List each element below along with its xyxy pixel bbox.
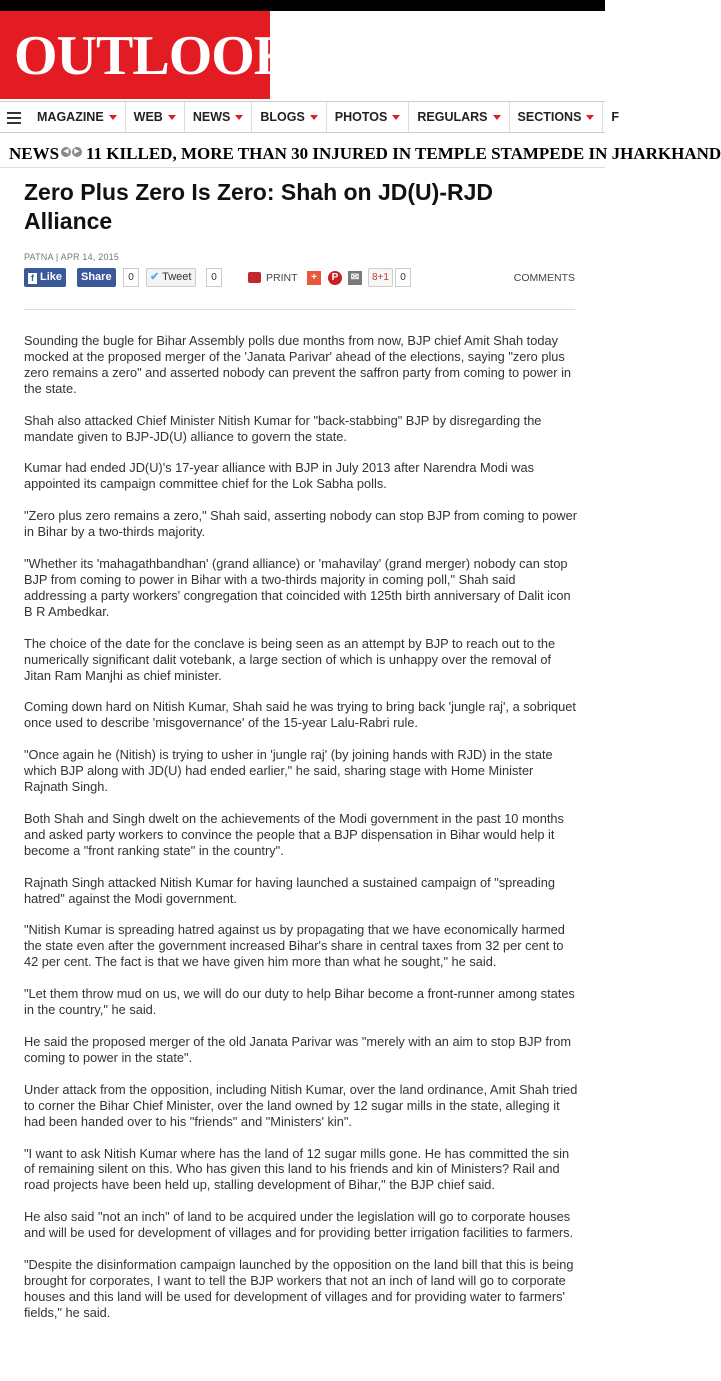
hamburger-icon[interactable] — [7, 112, 21, 127]
nav-item-web[interactable]: WEB — [125, 102, 184, 132]
news-ticker — [0, 137, 721, 168]
nav-item-sections[interactable]: SECTIONS — [509, 102, 603, 132]
article-paragraph: "Whether its 'mahagathbandhan' (grand alliance) or 'mahavilay' (grand merger) nobody can stop BJP from coming to power in Bihar with a two-thirds majority in coming poll," Shah said addressing a party workers' congregation that coincided with 125th birth anniversary of Dalit icon B R Ambedkar. — [24, 556, 571, 619]
twitter-bird-icon: ✔ — [150, 271, 160, 283]
article-title: Zero Plus Zero Is Zero: Shah on JD(U)-RJD Alliance — [24, 179, 493, 234]
chevron-down-icon — [493, 115, 501, 120]
ticker-next-icon[interactable]: ▶ — [72, 147, 82, 157]
top-black-bar — [0, 0, 605, 11]
article-paragraph: Kumar had ended JD(U)'s 17-year alliance with BJP in July 2013 after Narendra Modi was appointed its campaign committee chief for the Lok Sabha polls. — [24, 460, 535, 492]
article-paragraph: Shah also attacked Chief Minister Nitish Kumar for "back-stabbing" BJP by disregarding the mandate given to BJP-JD(U) alliance to govern the state. — [24, 412, 542, 444]
tweet-count: 0 — [206, 268, 222, 287]
article-paragraph: Sounding the bugle for Bihar Assembly polls due months from now, BJP chief Amit Shah today mocked at the proposed merger of the 'Janata Parivar' ahead of the elections, saying "zero plus zero remains a zero" and asserted nobody can prevent the saffron party from coming to power in the state. — [24, 333, 572, 396]
thumbs-up-icon: f — [28, 273, 37, 284]
nav-item-news[interactable]: NEWS — [184, 102, 252, 132]
chevron-down-icon — [586, 115, 594, 120]
main-nav — [0, 101, 620, 133]
article-paragraph: "Zero plus zero remains a zero," Shah said, asserting nobody can stop BJP from coming to power in Bihar by a two-thirds majority. — [24, 508, 577, 540]
site-logo[interactable] — [0, 11, 297, 99]
facebook-like-button[interactable]: f Like — [24, 268, 66, 287]
pinterest-icon[interactable]: P — [328, 271, 342, 285]
chevron-down-icon — [392, 115, 400, 120]
nav-item-regulars[interactable]: REGULARS — [408, 102, 508, 132]
article-paragraph: Coming down hard on Nitish Kumar, Shah said he was trying to bring back 'jungle raj', a sobriquet once used to describe 'misgovernance' of the 15-year Lalu-Rabri rule. — [24, 699, 576, 731]
article-paragraph: Both Shah and Singh dwelt on the achievements of the Modi government in the past 10 months and asked party workers to convince the people that a BJP dispensation in Bihar would help it become a "front ranking state" in the country". — [24, 810, 564, 858]
comments-link[interactable]: COMMENTS — [513, 272, 575, 284]
nav-item-blogs[interactable]: BLOGS — [251, 102, 325, 132]
share-count: 0 — [123, 268, 139, 287]
nav-item-photos[interactable]: PHOTOS — [326, 102, 409, 132]
google-plus-button[interactable]: 8+1 — [368, 268, 393, 287]
article-paragraph: Rajnath Singh attacked Nitish Kumar for having launched a sustained campaign of "spreading hatred" against the Modi government. — [24, 874, 555, 906]
article-paragraph: "Despite the disinformation campaign launched by the opposition on the land bill that this is being brought for corporates, I want to tell the BJP workers that not an inch of land will go to corporate houses and this land will be used for development of villages and for providing water to farmers' fields," he said. — [24, 1257, 574, 1320]
ticker-label: NEWS — [9, 144, 60, 163]
email-icon[interactable]: ✉ — [348, 271, 362, 285]
print-link[interactable]: PRINT — [266, 272, 298, 284]
ticker-headline[interactable]: 11 KILLED, MORE THAN 30 INJURED IN TEMPLE STAMPEDE IN JHARKHAND — [86, 144, 721, 163]
article-paragraph: The choice of the date for the conclave is being seen as an attempt by BJP to reach out to the numerically significant dalit votebank, a large section of which is unhappy over the removal of Jitan Ram Manjhi as chief minister. — [24, 635, 556, 683]
nav-item-magazine[interactable]: MAGAZINE — [29, 102, 125, 132]
facebook-share-button[interactable]: Share — [77, 268, 116, 287]
article-body — [24, 333, 579, 1337]
add-plus-icon[interactable]: + — [307, 271, 321, 285]
ticker-prev-icon[interactable]: ◀ — [61, 147, 71, 157]
divider — [24, 309, 575, 310]
printer-icon[interactable] — [248, 272, 261, 283]
nav-items — [29, 102, 627, 132]
article-paragraph: He also said "not an inch" of land to be acquired under the legislation will go to corporate houses and will be used for development of villages and for providing better irrigation facilities to farmers. — [24, 1209, 574, 1241]
article-paragraph: He said the proposed merger of the old Janata Parivar was "merely with an aim to stop BJP from coming to power in the state". — [24, 1034, 572, 1065]
nav-item-more[interactable]: F — [602, 102, 627, 132]
article-paragraph: "Nitish Kumar is spreading hatred against us by propagating that we have economically harmed the state even after the government increased Bihar's share in central taxes from 32 per cent to 42 per cent. The fact is that we have given him more than what he sought," he said. — [24, 922, 565, 970]
article-paragraph: "I want to ask Nitish Kumar where has the land of 12 sugar mills gone. He has committed the sin of remaining silent on this. Who has given this land to his friends and kin of Ministers? Rail and road projects have been held up, stalling development of Bihar," the BJP chief said. — [24, 1145, 570, 1193]
chevron-down-icon — [310, 115, 318, 120]
chevron-down-icon — [168, 115, 176, 120]
share-bar — [24, 268, 575, 290]
article-paragraph: Under attack from the opposition, including Nitish Kumar, over the land ordinance, Amit Shah tried to corner the Bihar Chief Minister, over the land owned by 12 sugar mills in the state, alleging it had been handed over to his "friends" and "Ministers' kin". — [24, 1081, 578, 1129]
google-plus-count: 0 — [395, 268, 411, 287]
article-paragraph: "Let them throw mud on us, we will do our duty to help Bihar become a front-runner among states in the country," he said. — [24, 986, 575, 1018]
chevron-down-icon — [109, 115, 117, 120]
article-paragraph: "Once again he (Nitish) is trying to usher in 'jungle raj' (by joining hands with RJD) in the state which BJP along with JD(U) had ended earlier," he said, sharing stage with Home Minister Rajnath Singh. — [24, 747, 553, 795]
logo-text: OUTLOOK — [14, 25, 297, 87]
article-dateline: PATNA | APR 14, 2015 — [24, 252, 120, 262]
chevron-down-icon — [235, 115, 243, 120]
tweet-button[interactable]: ✔ Tweet — [146, 268, 196, 287]
